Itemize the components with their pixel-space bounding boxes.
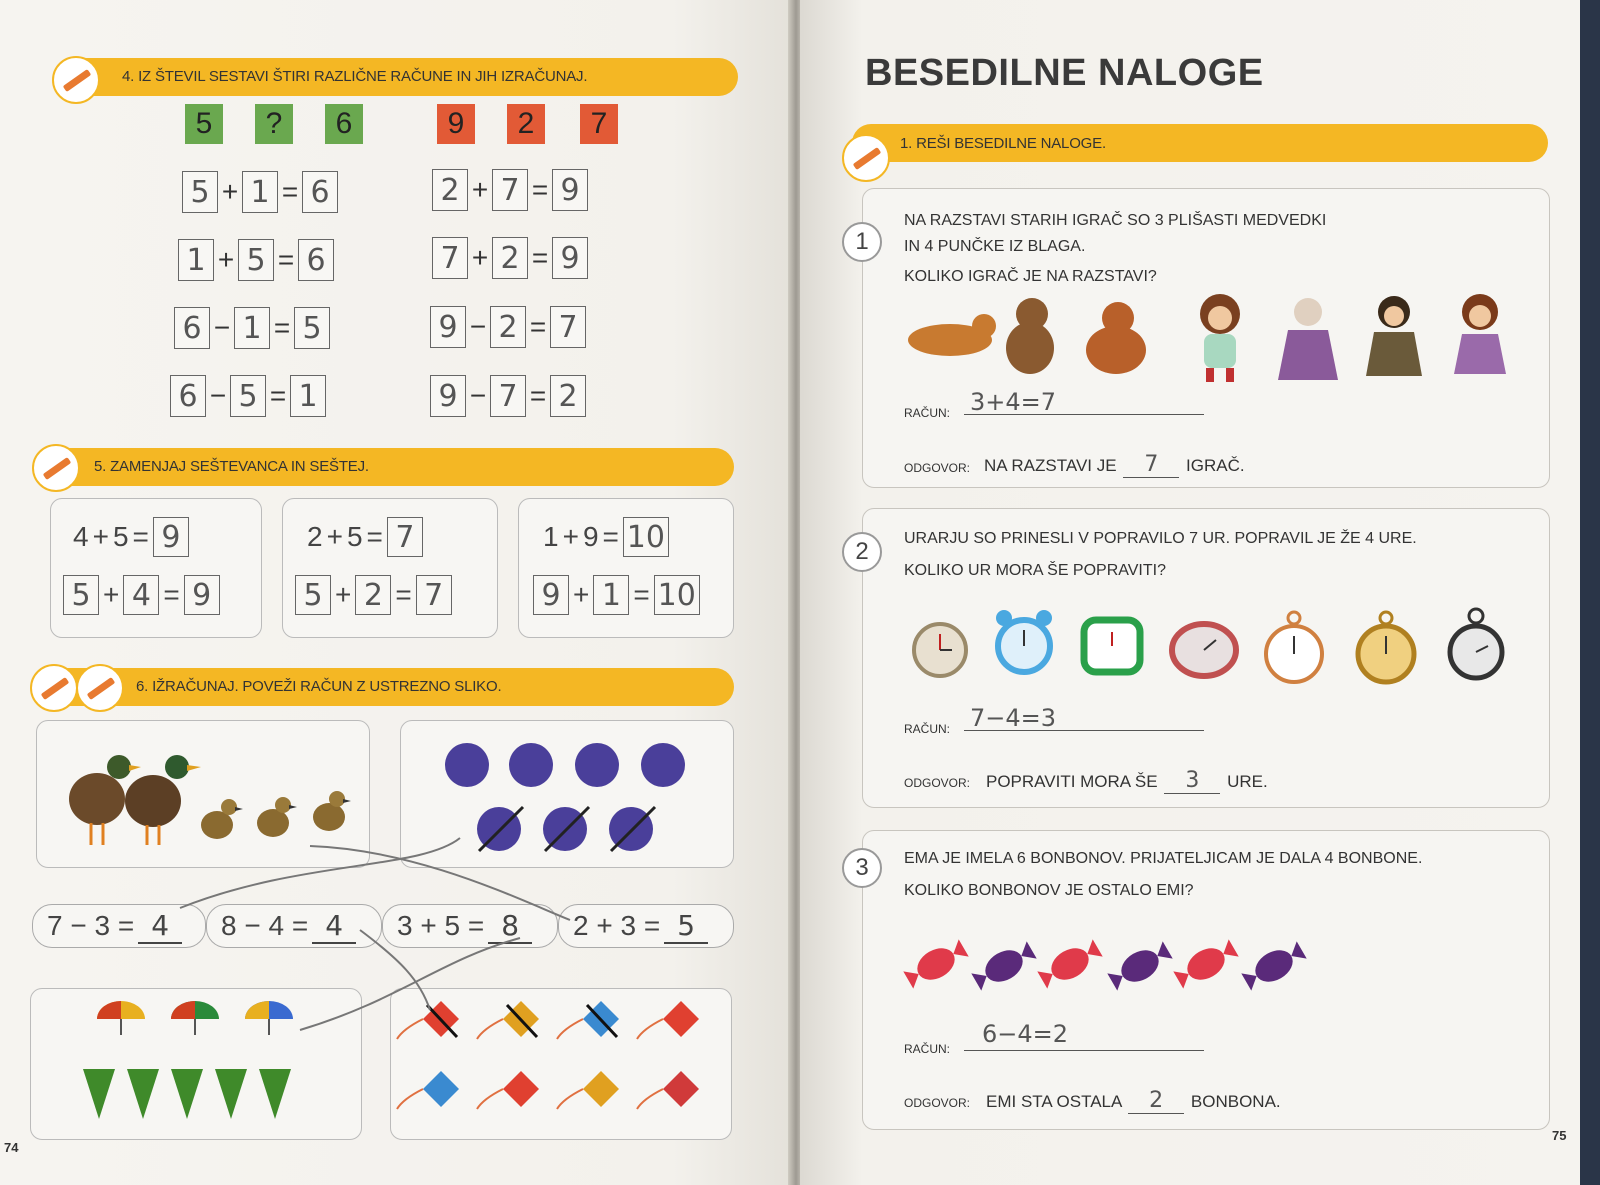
rag-doll-icon <box>1454 294 1506 374</box>
calc-expression: 8 − 4 = <box>221 910 309 941</box>
equals-sign: = <box>395 579 412 610</box>
closed-umbrella-icon <box>127 1069 159 1119</box>
problem-question: KOLIKO UR MORA ŠE POPRAVITI? <box>904 562 1166 579</box>
operator: + <box>221 176 239 207</box>
answer-box[interactable]: 9 <box>430 306 466 348</box>
answer-box[interactable]: 5 <box>238 239 274 281</box>
answer-label: ODGOVOR: <box>904 776 971 790</box>
rag-doll-icon <box>1200 294 1240 382</box>
answer-box[interactable]: 1 <box>242 171 278 213</box>
pocket-watch-icon <box>1266 612 1322 682</box>
equation-row <box>295 575 452 615</box>
equation-row <box>543 517 669 557</box>
ducks-picture[interactable] <box>36 720 370 868</box>
answer-box[interactable]: 6 <box>298 239 334 281</box>
kite-icon <box>397 1071 459 1109</box>
umbrellas-picture[interactable] <box>30 988 362 1140</box>
candy-icon <box>1105 938 1174 994</box>
flowers-illustration <box>401 721 733 867</box>
green-tile: ? <box>255 104 293 144</box>
calc-pill <box>206 904 382 948</box>
duckling-icon <box>313 791 351 831</box>
page-title: BESEDILNE NALOGE <box>865 52 1264 94</box>
answer-box[interactable]: 9 <box>552 169 588 211</box>
answer-box[interactable]: 10 <box>654 575 700 615</box>
calc-pill <box>32 904 206 948</box>
kite-icon <box>637 1001 699 1039</box>
calc-answer[interactable]: 8 <box>488 909 532 944</box>
equals-sign: = <box>281 176 299 207</box>
equation-row <box>174 306 330 350</box>
equation-row <box>430 374 586 418</box>
answer-box[interactable]: 9 <box>430 375 466 417</box>
addend: 5 <box>112 521 129 552</box>
calc-expression: 3 + 5 = <box>397 910 485 941</box>
kite-icon <box>397 1001 459 1039</box>
calc-pill <box>558 904 734 948</box>
answer-box[interactable]: 9 <box>533 575 569 615</box>
equals-sign: = <box>602 521 619 552</box>
equals-sign: = <box>277 244 295 275</box>
answer-box[interactable]: 1 <box>593 575 629 615</box>
problem-number: 1 <box>842 222 882 262</box>
calc-answer-line <box>964 1050 1204 1051</box>
answer-box[interactable]: 9 <box>153 517 189 557</box>
answer-prefix: POPRAVITI MORA ŠE <box>986 772 1158 791</box>
answer-box[interactable]: 5 <box>294 307 330 349</box>
problem-text: IN 4 PUNČKE IZ BLAGA. <box>904 238 1086 255</box>
umbrellas-illustration <box>31 989 361 1139</box>
pansy-flower-icon <box>575 743 619 787</box>
equation-row <box>170 374 326 418</box>
equals-sign: = <box>633 579 650 610</box>
answer-sentence <box>986 1088 1281 1114</box>
equals-sign: = <box>529 311 547 342</box>
kites-illustration <box>391 989 731 1139</box>
calc-pill <box>382 904 558 948</box>
alarm-clock-icon <box>996 610 1052 672</box>
equals-sign: = <box>531 174 549 205</box>
answer-box[interactable]: 1 <box>178 239 214 281</box>
operator: − <box>213 312 231 343</box>
calc-label: RAČUN: <box>904 406 951 420</box>
candy-icon <box>1035 936 1104 992</box>
plus-sign: + <box>573 579 590 610</box>
answer-box[interactable]: 7 <box>490 375 526 417</box>
addend: 1 <box>543 521 559 552</box>
green-tile: 6 <box>325 104 363 144</box>
equals-sign: = <box>269 380 287 411</box>
calc-answer[interactable]: 7−4=3 <box>970 704 1057 732</box>
answer-box[interactable]: 9 <box>184 575 220 615</box>
answer-box[interactable]: 10 <box>623 517 669 557</box>
answer-box[interactable]: 6 <box>170 375 206 417</box>
answer-box[interactable]: 2 <box>490 306 526 348</box>
answer-box[interactable]: 2 <box>492 237 528 279</box>
calc-answer[interactable]: 4 <box>312 909 356 944</box>
right-instruction: 1. REŠI BESEDILNE NALOGE. <box>900 135 1106 152</box>
problem-number: 3 <box>842 848 882 888</box>
duckling-icon <box>201 799 243 839</box>
task6-banner <box>40 668 734 706</box>
addend: 5 <box>346 521 363 552</box>
task5-instruction: 5. ZAMENJAJ SEŠTEVANCA IN SEŠTEJ. <box>94 458 369 475</box>
answer-box[interactable]: 2 <box>355 575 391 615</box>
kite-icon <box>557 1001 619 1039</box>
task6-instruction: 6. IŽRAČUNAJ. POVEŽI RAČUN Z USTREZNO SLIKO. <box>136 678 502 695</box>
answer-box[interactable]: 7 <box>550 306 586 348</box>
equation-row <box>63 575 220 615</box>
right-task-banner <box>852 124 1548 162</box>
operator: + <box>471 174 489 205</box>
equation-row <box>432 236 588 280</box>
left-page <box>0 0 792 1185</box>
answer-box[interactable]: 4 <box>123 575 159 615</box>
answer-box[interactable]: 7 <box>387 517 423 557</box>
candy-icon <box>1171 936 1240 992</box>
answer-blank[interactable]: 2 <box>1128 1088 1184 1114</box>
red-tile: 2 <box>507 104 545 144</box>
operator: + <box>471 242 489 273</box>
teddy-bear-icon <box>1086 302 1146 374</box>
calc-expression: 2 + 3 = <box>573 910 661 941</box>
equals-sign: = <box>529 380 547 411</box>
page-number: 75 <box>1552 1128 1567 1143</box>
plus-sign: + <box>335 579 352 610</box>
alarm-clock-icon <box>914 624 966 676</box>
red-tile: 7 <box>580 104 618 144</box>
closed-umbrella-icon <box>259 1069 291 1119</box>
addend: 9 <box>582 521 599 552</box>
answer-blank[interactable]: 3 <box>1164 768 1220 794</box>
addend: 4 <box>73 521 89 552</box>
answer-box[interactable]: 2 <box>550 375 586 417</box>
pansy-flower-icon <box>445 743 489 787</box>
green-tile: 5 <box>185 104 223 144</box>
answer-box[interactable]: 6 <box>302 171 338 213</box>
calc-answer[interactable]: 4 <box>138 909 182 944</box>
answer-box[interactable]: 5 <box>63 575 99 615</box>
answer-sentence <box>986 768 1268 794</box>
answer-box[interactable]: 1 <box>290 375 326 417</box>
equals-sign: = <box>273 312 291 343</box>
answer-blank[interactable]: 7 <box>1123 452 1179 478</box>
alarm-clock-icon <box>1172 624 1236 676</box>
candy-icon <box>1239 938 1308 994</box>
swap-card <box>50 498 262 638</box>
calc-label: RAČUN: <box>904 722 951 736</box>
equals-sign: = <box>531 242 549 273</box>
swap-card <box>518 498 734 638</box>
equals-sign: = <box>366 521 383 552</box>
answer-box[interactable]: 5 <box>230 375 266 417</box>
equation-row <box>430 305 586 349</box>
equation-row <box>533 575 700 615</box>
operator: + <box>217 244 235 275</box>
equation-row <box>178 238 334 282</box>
task4-banner <box>62 58 738 96</box>
umbrella-icon <box>171 1001 219 1035</box>
closed-umbrella-icon <box>83 1069 115 1119</box>
answer-box[interactable]: 2 <box>432 169 468 211</box>
answer-label: ODGOVOR: <box>904 1096 971 1110</box>
pencil-icon <box>32 444 80 492</box>
problem-text: URARJU SO PRINESLI V POPRAVILO 7 UR. POPRAVIL JE ŽE 4 URE. <box>904 530 1417 547</box>
page-number: 74 <box>4 1140 19 1155</box>
task5-banner <box>40 448 734 486</box>
answer-box[interactable]: 6 <box>174 307 210 349</box>
plus-sign: + <box>92 521 109 552</box>
answer-label: ODGOVOR: <box>904 461 971 475</box>
candy-icon <box>901 936 970 992</box>
pansy-flower-icon <box>641 743 685 787</box>
duckling-icon <box>257 797 297 837</box>
calc-expression: 7 − 3 = <box>47 910 135 941</box>
teddy-bear-icon <box>908 314 996 356</box>
answer-box[interactable]: 5 <box>182 171 218 213</box>
answer-prefix: NA RAZSTAVI JE <box>984 456 1117 475</box>
equation-row <box>432 168 588 212</box>
kite-icon <box>557 1071 619 1109</box>
problem-text: NA RAZSTAVI STARIH IGRAČ SO 3 PLIŠASTI MEDVEDKI <box>904 212 1327 229</box>
answer-suffix: IGRAČ. <box>1186 456 1245 475</box>
kite-icon <box>477 1001 539 1039</box>
answer-suffix: URE. <box>1227 772 1268 791</box>
flowers-picture[interactable] <box>400 720 734 868</box>
ducks-illustration <box>37 721 369 867</box>
teddy-bear-icon <box>1006 298 1054 374</box>
answer-prefix: EMI STA OSTALA <box>986 1092 1122 1111</box>
answer-box[interactable]: 7 <box>416 575 452 615</box>
answer-suffix: BONBONA. <box>1190 1092 1281 1111</box>
task4-instruction: 4. IZ ŠTEVIL SESTAVI ŠTIRI RAZLIČNE RAČUNE IN JIH IZRAČUNAJ. <box>122 68 588 85</box>
calc-answer[interactable]: 3+4=7 <box>970 388 1057 416</box>
closed-umbrella-icon <box>171 1069 203 1119</box>
problem-question: KOLIKO IGRAČ JE NA RAZSTAVI? <box>904 268 1157 285</box>
calc-answer[interactable]: 6−4=2 <box>982 1020 1069 1048</box>
problem-text: EMA JE IMELA 6 BONBONOV. PRIJATELJICAM JE DALA 4 BONBONE. <box>904 850 1423 867</box>
pocket-watch-icon <box>1450 609 1502 678</box>
kite-icon <box>637 1071 699 1109</box>
answer-box[interactable]: 5 <box>295 575 331 615</box>
operator: − <box>469 311 487 342</box>
pansy-flower-icon <box>509 743 553 787</box>
equation-row <box>73 517 189 557</box>
addend: 2 <box>307 521 323 552</box>
calc-label: RAČUN: <box>904 1042 951 1056</box>
pocket-watch-icon <box>1358 612 1414 682</box>
plus-sign: + <box>562 521 579 552</box>
kite-icon <box>477 1071 539 1109</box>
answer-box[interactable]: 9 <box>552 237 588 279</box>
alarm-clock-icon <box>1084 620 1140 672</box>
calc-answer[interactable]: 5 <box>664 909 708 944</box>
problem-question: KOLIKO BONBONOV JE OSTALO EMI? <box>904 882 1194 899</box>
pencil-icon <box>52 56 100 104</box>
umbrella-icon <box>245 1001 293 1035</box>
pencil-icon <box>30 664 78 712</box>
operator: − <box>209 380 227 411</box>
swap-card <box>282 498 498 638</box>
operator: − <box>469 380 487 411</box>
connect-pencil-icon <box>76 664 124 712</box>
equation-row <box>182 170 338 214</box>
pencil-icon <box>842 134 890 182</box>
answer-box[interactable]: 7 <box>432 237 468 279</box>
plus-sign: + <box>326 521 343 552</box>
answer-box[interactable]: 1 <box>234 307 270 349</box>
equals-sign: = <box>132 521 149 552</box>
clocks-illustration <box>900 594 1520 694</box>
candies-illustration <box>900 924 1320 1004</box>
umbrella-icon <box>97 1001 145 1035</box>
toys-illustration <box>900 290 1520 390</box>
candy-icon <box>969 938 1038 994</box>
equals-sign: = <box>163 579 180 610</box>
answer-box[interactable]: 7 <box>492 169 528 211</box>
plus-sign: + <box>103 579 120 610</box>
closed-umbrella-icon <box>215 1069 247 1119</box>
equation-row <box>307 517 423 557</box>
kites-picture[interactable] <box>390 988 732 1140</box>
problem-number: 2 <box>842 532 882 572</box>
answer-sentence <box>984 452 1245 478</box>
rag-doll-icon <box>1366 296 1422 376</box>
red-tile: 9 <box>437 104 475 144</box>
rag-doll-icon <box>1278 298 1338 380</box>
